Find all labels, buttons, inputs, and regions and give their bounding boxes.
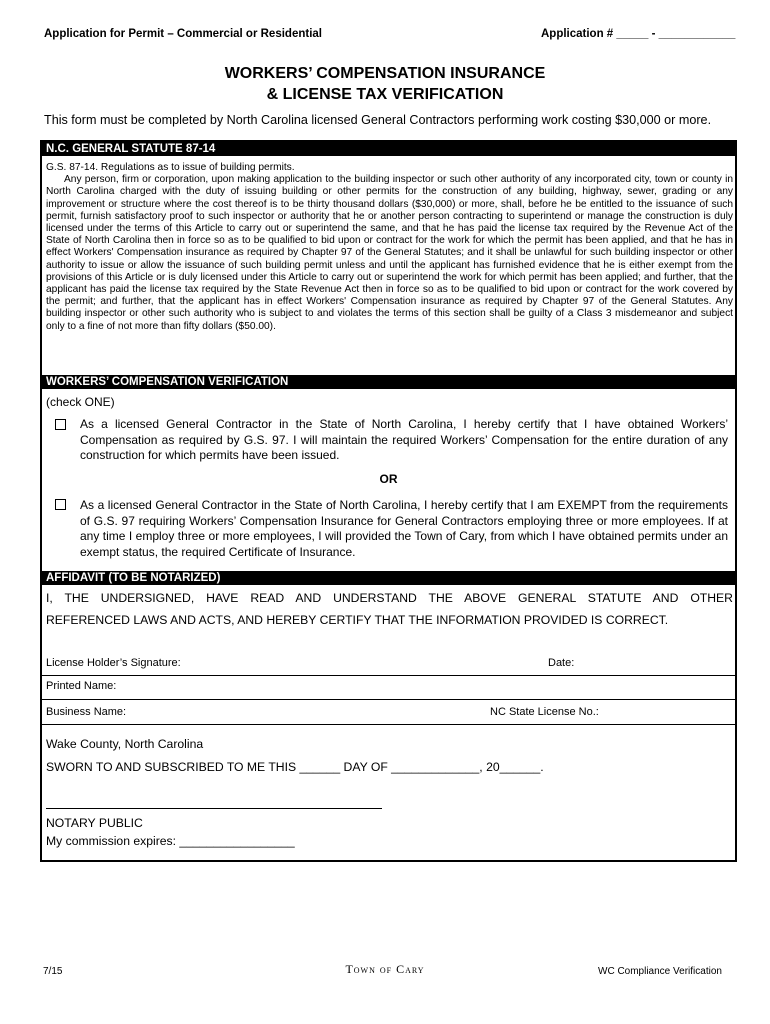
printed-name-divider (42, 699, 735, 700)
signature-label: License Holder’s Signature: (46, 657, 181, 669)
signature-row-divider (42, 675, 735, 676)
check-one-label: (check ONE) (46, 395, 115, 409)
statute-citation: G.S. 87‑14. Regulations as to issue of building permits. (46, 162, 295, 173)
wc-exempt-text: As a licensed General Contractor in the State of North Carolina, I hereby certify that I am EXEMPT from the requirements of G.S. 97 requiring Workers’ Compensation Insurance for General Contractors employing three or more employees. If at any time I employ three or more employees, I will provided the Town of Cary, from which I have obtained permits under an exempt status, the required Certificate of Insurance. (80, 498, 728, 559)
notary-public-label: NOTARY PUBLIC (46, 816, 143, 830)
form-name: WC Compliance Verification (598, 966, 722, 977)
printed-name-label: Printed Name: (46, 680, 117, 692)
form-title-line2: & LICENSE TAX VERIFICATION (266, 86, 504, 103)
form-header-title: Application for Permit – Commercial or Residential (44, 28, 322, 40)
commission-expires-label: My commission expires: _________________ (46, 834, 295, 848)
form-frame (40, 140, 737, 862)
revision-date: 7/15 (43, 966, 63, 977)
application-number-field: Application # _____ - ____________ (541, 28, 736, 40)
statute-text (46, 162, 733, 333)
town-logo-text: Town of Cary (345, 962, 425, 976)
wc-obtained-checkbox[interactable] (55, 419, 66, 430)
statute-body: Any person, firm or corporation, upon making application to the building inspector or such other authority of any incorporated city, town or county in North Carolina charged with the duty of issuing building or other permits for the construction of any building, highway, sewer, grading or any improvement or structure where the cost thereof is to be thirty thousand dollars ($30,000) or more, shall, before he be entitled to the issuance of such permit, furnish satisfactory proof to such inspector or authority that he or another person contracting to superintend or manage the construction is duly licensed under the terms of this Article to carry out or superintend the same, and that he has paid the license tax required by the Revenue Act of the State of North Carolina then in force so as to be qualified to bid upon or contract for the work for which the permit has been applied, and that he has in effect Workers' Compensation insurance as required by Chapter 97 of the General Statutes; and it shall be unlawful for such building inspector or other authority to issue or allow the issuance of such building permit unless and until the applicant has furnished evidence that he is either exempt from the provisions of this Article or is duly licensed under this Article to carry out or superintend the work for which permit has been applied; and further, that the applicant has paid the license tax required by the State Revenue Act then in force so as to be qualified to bid upon or contract for the work covered by the permit; and further, that the applicant has in effect Workers' Compensation insurance as required by Chapter 97 of the General Statutes. Any building inspector or other such authority who is subject to and violates the terms of this section shall be guilty of a Class 3 misdemeanor and subject only to a fine of not more than fifty dollars ($50.00). (46, 174, 733, 332)
statute-heading: N.C. GENERAL STATUTE 87-14 (42, 142, 735, 156)
form-title-line1: WORKERS’ COMPENSATION INSURANCE (224, 65, 546, 82)
business-row-divider (42, 724, 735, 725)
wc-exempt-checkbox[interactable] (55, 499, 66, 510)
or-separator: OR (379, 472, 398, 486)
affidavit-text (46, 587, 733, 631)
affidavit-line1: I, THE UNDERSIGNED, HAVE READ AND UNDERSTAND THE ABOVE GENERAL STATUTE AND OTHER (46, 591, 733, 605)
affidavit-line2: REFERENCED LAWS AND ACTS, AND HEREBY CERTIFY THAT THE INFORMATION PROVIDED IS CORRECT. (46, 613, 669, 627)
business-name-label: Business Name: (46, 706, 127, 718)
date-label: Date: (548, 657, 575, 669)
wc-heading: WORKERS’ COMPENSATION VERIFICATION (42, 375, 735, 389)
affidavit-heading: AFFIDAVIT (TO BE NOTARIZED) (42, 571, 735, 585)
form-intro: This form must be completed by North Carolina licensed General Contractors performing work costing $30,000 or more. (44, 113, 712, 127)
sworn-statement: SWORN TO AND SUBSCRIBED TO ME THIS ______ DAY OF _____________, 20______. (46, 760, 544, 774)
license-number-label: NC State License No.: (490, 706, 599, 718)
notary-county: Wake County, North Carolina (46, 737, 204, 751)
wc-obtained-text: As a licensed General Contractor in the State of North Carolina, I hereby certify that I have obtained Workers’ Compensation as required by G.S. 97. I will maintain the required Workers’ Compensation for the entire duration of any construction for which permits have been issued. (80, 417, 728, 462)
notary-signature-line (46, 808, 382, 809)
